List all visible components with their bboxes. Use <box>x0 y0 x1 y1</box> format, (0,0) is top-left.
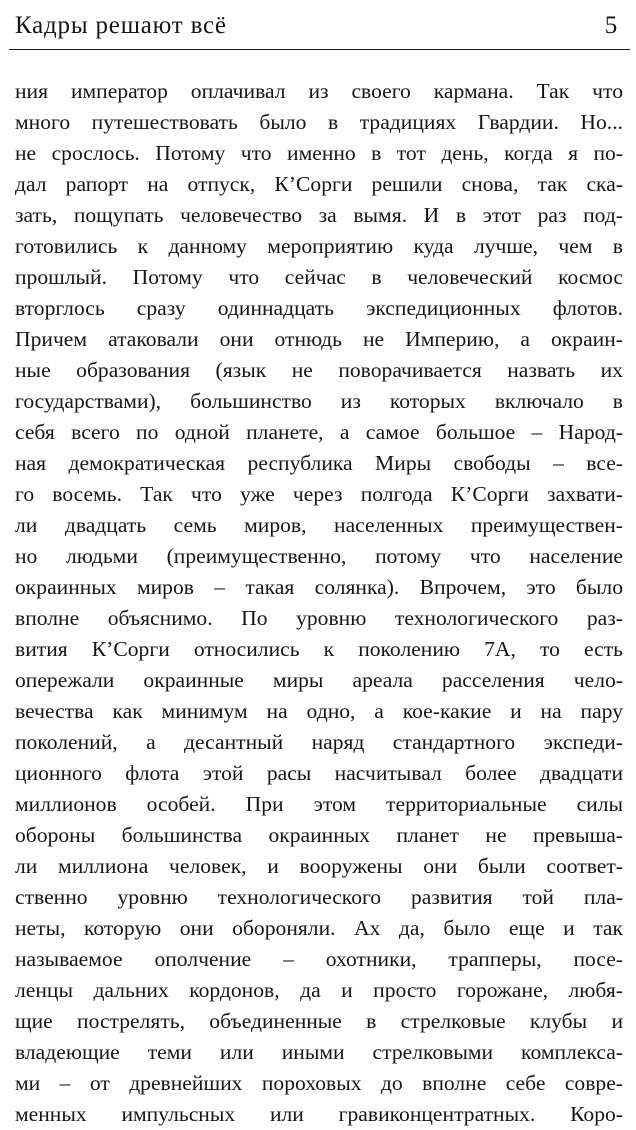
text-line: щие пострелять, объединенные в стрелковые клубы и <box>15 1009 623 1033</box>
text-line: ные образования (язык не поворачивается назвать их <box>15 358 623 382</box>
text-line: го восемь. Так что уже через полгода К’Сорги захвати- <box>15 482 623 506</box>
text-line: государствами), большинство из которых включало в <box>15 389 623 413</box>
text-line: зать, пощупать человечество за вымя. И в этот раз под- <box>15 203 623 227</box>
text-line: поколений, а десантный наряд стандартного экспеди- <box>15 730 623 754</box>
text-line: ли миллиона человек, и вооружены они были соответ- <box>15 854 623 878</box>
text-line: вторглось сразу одиннадцать экспедиционных флотов. <box>15 296 623 320</box>
text-line: вития К’Сорги относились к поколению 7А, то есть <box>15 637 623 661</box>
text-line: ленцы дальних кордонов, да и просто горожане, любя- <box>15 978 623 1002</box>
text-line: окраинных миров – такая солянка). Впрочем, это было <box>15 575 623 599</box>
text-line: не срослось. Потому что именно в тот день, когда я по- <box>15 141 623 165</box>
chapter-title: Кадры решают всё <box>15 12 227 39</box>
text-line: себя всего по одной планете, а самое большое – Народ- <box>15 420 623 444</box>
running-header <box>15 8 618 44</box>
text-line: прошлый. Потому что сейчас в человеческий космос <box>15 265 623 289</box>
text-line: ми – от древнейших пороховых до вполне себе совре- <box>15 1071 623 1095</box>
text-line: вечества как минимум на одно, а кое-какие и на пару <box>15 699 623 723</box>
page-number: 5 <box>604 12 618 39</box>
text-line: ли двадцать семь миров, населенных преимуществен- <box>15 513 623 537</box>
text-line: называемое ополчение – охотники, трапперы, посе- <box>15 947 623 971</box>
text-line: опережали окраинные миры ареала расселения чело- <box>15 668 623 692</box>
text-line: ционного флота этой расы насчитывал более двадцати <box>15 761 623 785</box>
text-line: ственно уровню технологического развития той пла- <box>15 885 623 909</box>
text-line: вполне объяснимо. По уровню технологического раз- <box>15 606 623 630</box>
text-line: менных импульсных или гравиконцентратных. Коро- <box>15 1102 623 1126</box>
text-line: готовились к данному мероприятию куда лучше, чем в <box>15 234 623 258</box>
text-line: Причем атаковали они отнюдь не Империю, а окраин- <box>15 327 623 351</box>
text-line: миллионов особей. При этом территориальные силы <box>15 792 623 816</box>
text-line: дал рапорт на отпуск, К’Сорги решили снова, так ска- <box>15 172 623 196</box>
text-line: неты, которую они обороняли. Ах да, было еще и так <box>15 916 623 940</box>
text-line: владеющие теми или иными стрелковыми комплекса- <box>15 1040 623 1064</box>
text-line: ная демократическая республика Миры свободы – все- <box>15 451 623 475</box>
text-line: обороны большинства окраинных планет не превыша- <box>15 823 623 847</box>
text-line: но людьми (преимущественно, потому что население <box>15 544 623 568</box>
text-line: ния император оплачивал из своего кармана. Так что <box>15 79 623 103</box>
header-rule <box>9 49 630 50</box>
body-text <box>15 76 623 1130</box>
text-line: много путешествовать было в традициях Гвардии. Но... <box>15 110 623 134</box>
